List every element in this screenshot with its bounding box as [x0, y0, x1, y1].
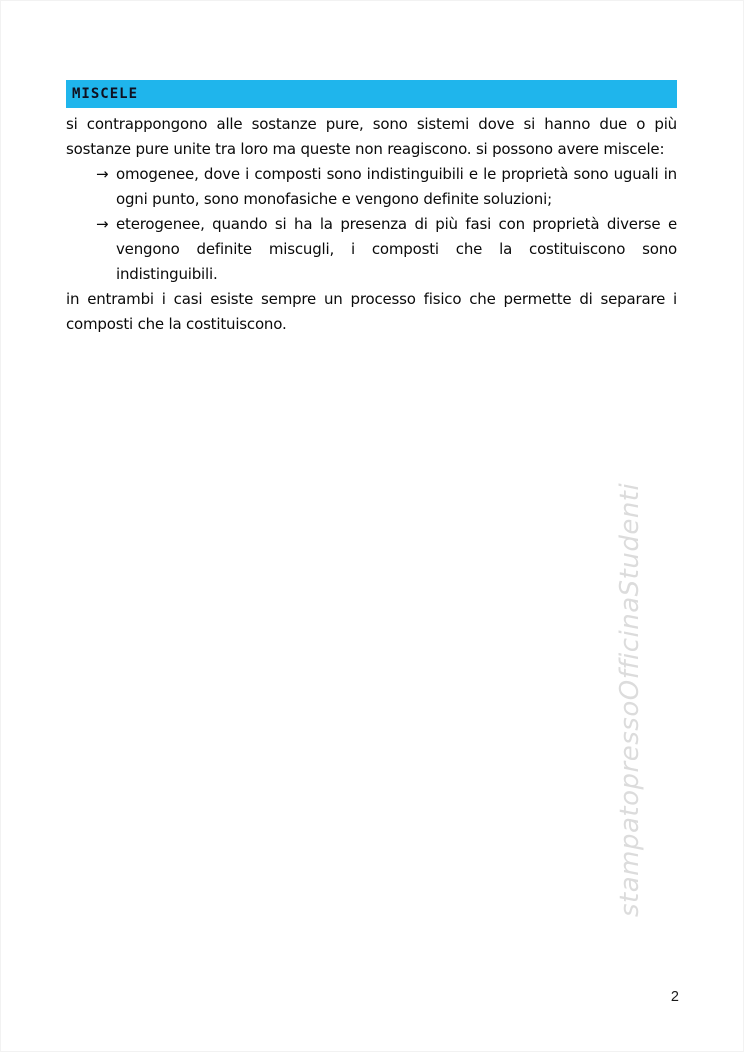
page-number: 2	[670, 989, 679, 1005]
bullet-text-omogenee: omogenee, dove i composti sono indistinguibili e le proprietà sono uguali in ogni punto, sono monofasiche e vengono definite soluzioni;	[116, 165, 677, 208]
list-item	[66, 162, 677, 212]
intro-paragraph: si contrappongono alle sostanze pure, sono sistemi dove si hanno due o più sostanze pure unite tra loro ma queste non reagiscono. si possono avere miscele:	[66, 115, 677, 158]
section-header-bar	[66, 80, 677, 108]
arrow-bullet-icon: →	[96, 165, 109, 183]
watermark: stampatopressoOfficinaStudenti	[615, 482, 645, 917]
bullet-text-eterogenee: eterogenee, quando si ha la presenza di più fasi con proprietà diverse e vengono definite miscugli, i composti che la costituiscono sono indistinguibili.	[116, 215, 677, 283]
list-item	[66, 212, 677, 287]
section-title: MISCELE	[72, 86, 139, 102]
arrow-bullet-icon: →	[96, 215, 109, 233]
notes-content	[66, 80, 677, 337]
outro-paragraph: in entrambi i casi esiste sempre un processo fisico che permette di separare i composti che la costituiscono.	[66, 290, 677, 333]
body-text	[66, 112, 677, 337]
